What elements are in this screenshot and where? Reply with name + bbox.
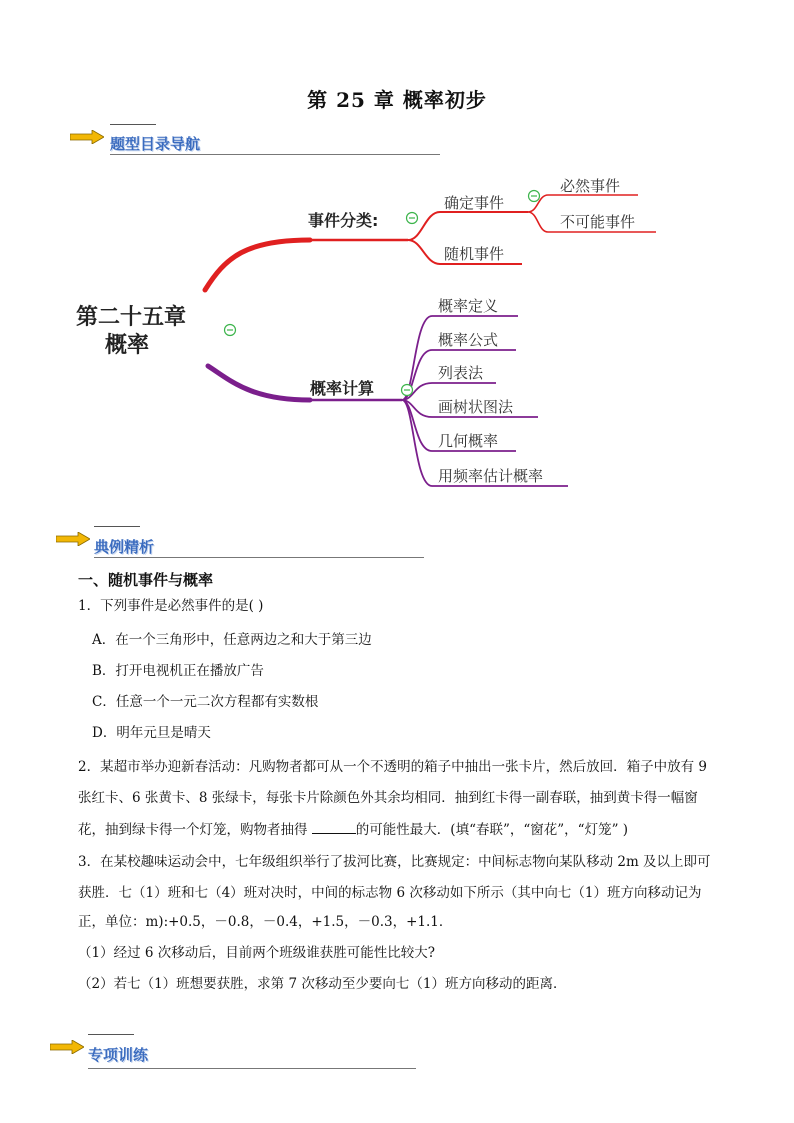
collapse-toggle-event-icon[interactable] — [407, 213, 418, 224]
answer-blank[interactable] — [312, 819, 356, 834]
q2-line3-start: 花，抽到绿卡得一个灯笼，购物者抽得 — [78, 822, 312, 838]
banner-nav — [70, 124, 450, 154]
collapse-toggle-probability-icon[interactable] — [402, 385, 413, 396]
mindmap-node-determinate: 确定事件 — [444, 194, 505, 212]
q1-option-a: A．在一个三角形中，任意两边之和大于第三边 — [92, 632, 372, 648]
arrow-right-icon — [56, 532, 90, 546]
mindmap-node-frequency: 用频率估计概率 — [438, 467, 544, 485]
q3-line3: 正，单位：m):+0.5，－0.8，－0.4，+1.5，－0.3，+1.1． — [78, 914, 453, 930]
mindmap-branch-probability: 概率计算 — [310, 379, 375, 398]
q2-line3 — [78, 819, 628, 840]
q3-line2: 获胜．七（1）班和七（4）班对决时，中间的标志物 6 次移动如下所示（其中向七（1）班方向移动记为 — [78, 885, 702, 901]
mindmap-node-table: 列表法 — [438, 364, 484, 382]
mindmap-node-geometric: 几何概率 — [438, 432, 499, 450]
arrow-right-icon — [70, 130, 104, 144]
banner-examples — [56, 526, 436, 556]
q1-stem: 1．下列事件是必然事件的是( ) — [78, 598, 264, 614]
collapse-toggle-determinate-icon[interactable] — [529, 191, 540, 202]
arrow-right-icon — [50, 1040, 84, 1054]
q1-option-c: C．任意一个一元二次方程都有实数根 — [92, 694, 319, 710]
q3-line1: 3．在某校趣味运动会中，七年级组织举行了拔河比赛，比赛规定：中间标志物向某队移动 2m 及以上即可 — [78, 854, 711, 870]
mindmap-node-definition: 概率定义 — [438, 297, 499, 315]
mindmap-root-line2: 概率 — [105, 333, 150, 358]
q1-option-b: B．打开电视机正在播放广告 — [92, 663, 264, 679]
mindmap-branch-event: 事件分类: — [308, 211, 379, 230]
banner-practice — [50, 1034, 430, 1064]
q2-line1: 2．某超市举办迎新春活动：凡购物者都可从一个不透明的箱子中抽出一张卡片，然后放回．箱子中放有 9 — [78, 759, 707, 775]
mindmap-node-impossible: 不可能事件 — [560, 213, 636, 231]
section-heading: 一、随机事件与概率 — [78, 571, 214, 589]
q1-option-d: D．明年元旦是晴天 — [92, 725, 211, 741]
q3-sub2: （2）若七（1）班想要获胜，求第 7 次移动至少要向七（1）班方向移动的距离． — [78, 976, 567, 992]
mindmap — [60, 168, 680, 508]
q2-line3-end: 的可能性最大．(填“春联”，“窗花”，“灯笼” ) — [355, 822, 629, 838]
mindmap-root-line1: 第二十五章 — [76, 305, 187, 330]
page-title: 第 25 章 概率初步 — [307, 88, 487, 112]
mindmap-node-certain: 必然事件 — [560, 177, 621, 195]
mindmap-node-formula: 概率公式 — [438, 331, 499, 349]
banner-practice-text: 专项训练 — [88, 1046, 149, 1064]
q3-sub1: （1）经过 6 次移动后，目前两个班级谁获胜可能性比较大? — [78, 945, 435, 961]
mindmap-node-random: 随机事件 — [444, 245, 505, 263]
mindmap-node-tree: 画树状图法 — [438, 398, 514, 416]
banner-nav-text: 题型目录导航 — [110, 135, 201, 153]
collapse-toggle-root-icon[interactable] — [225, 325, 236, 336]
q2-line2: 张红卡、6 张黄卡、8 张绿卡，每张卡片除颜色外其余均相同．抽到红卡得一副春联，抽到黄卡得一幅窗 — [78, 790, 698, 806]
banner-examples-text: 典例精析 — [94, 538, 155, 556]
